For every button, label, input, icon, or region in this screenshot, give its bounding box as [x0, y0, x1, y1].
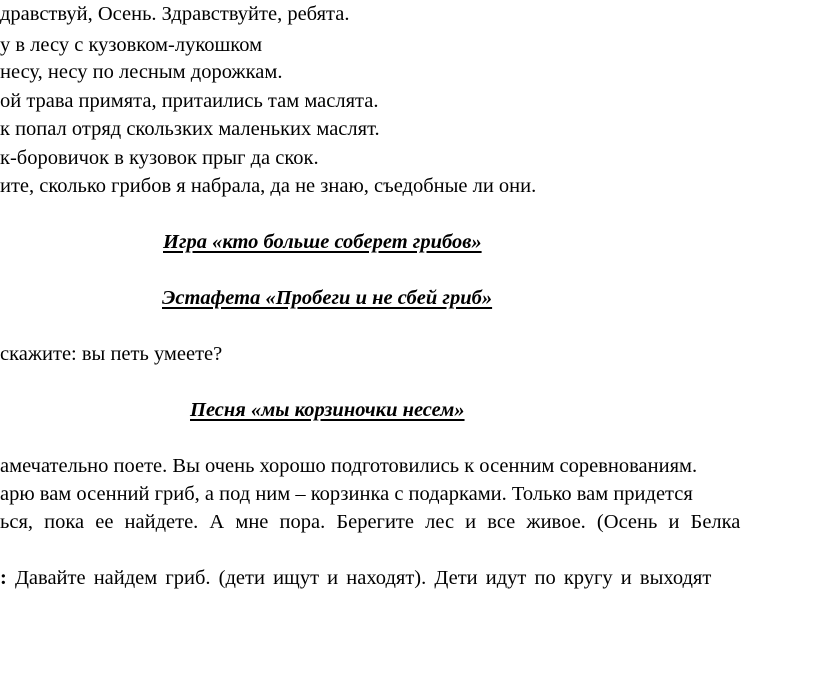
final-line — [0, 566, 711, 590]
heading-game: Игра «кто больше соберет грибов» — [163, 231, 482, 253]
poem-line-6: к-боровичок в кузовок прыг да скок. — [0, 147, 319, 169]
closing-line-1: амечательно поете. Вы очень хорошо подготовились к осенним соревнованиям. — [0, 455, 698, 477]
poem-line-3: несу, несу по лесным дорожкам. — [0, 61, 283, 83]
poem-line-1: дравствуй, Осень. Здравствуйте, ребята. — [0, 3, 350, 25]
heading-relay: Эстафета «Пробеги и не сбей гриб» — [162, 287, 493, 309]
poem-line-5: к попал отряд скользких маленьких маслят. — [0, 118, 380, 140]
closing-line-2: арю вам осенний гриб, а под ним – корзинка с подарками. Только вам придется — [0, 483, 693, 505]
closing-line-3: ься, пока ее найдете. А мне пора. Берегите лес и все живое. (Осень и Белка — [0, 511, 741, 533]
poem-line-2: у в лесу с кузовком-лукошком — [0, 34, 263, 56]
final-text: Давайте найдем гриб. (дети ищут и находят). Дети идут по кругу и выходят — [6, 567, 712, 589]
question-line: скажите: вы петь умеете? — [0, 343, 223, 365]
final-prefix: : — [0, 567, 7, 589]
poem-line-7: ите, сколько грибов я набрала, да не знаю, съедобные ли они. — [0, 175, 537, 197]
poem-line-4: ой трава примята, притаились там маслята. — [0, 90, 379, 112]
heading-song: Песня «мы корзиночки несем» — [190, 399, 465, 421]
